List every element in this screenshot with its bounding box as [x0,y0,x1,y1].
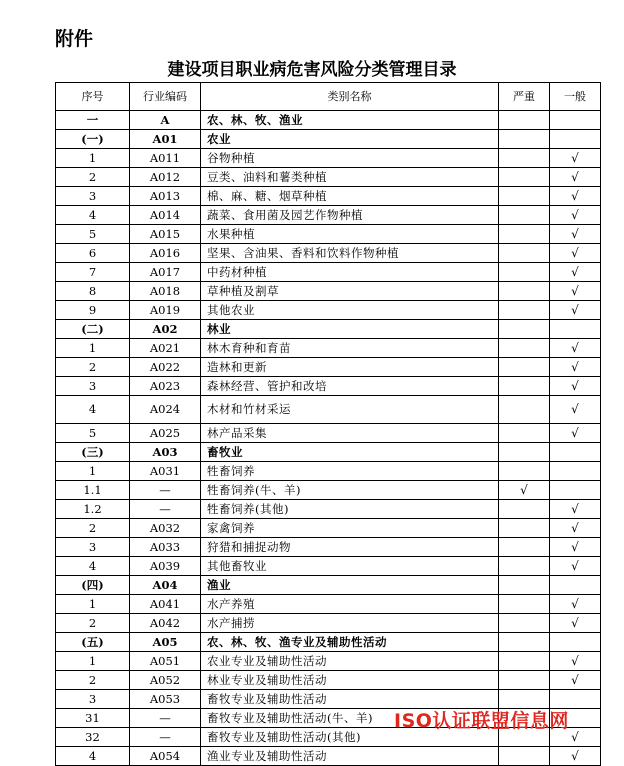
row-seq: (二) [56,320,130,339]
row-general [550,320,601,339]
row-severe [499,633,550,652]
row-seq: 6 [56,244,130,263]
row-name: 坚果、含油果、香料和饮料作物种植 [201,244,499,263]
row-seq: 3 [56,377,130,396]
row-name: 牲畜饲养(牛、羊) [201,481,499,500]
row-code: A024 [130,396,201,424]
row-name: 其他农业 [201,301,499,320]
row-name: 其他畜牧业 [201,557,499,576]
row-general [550,576,601,595]
row-general: √ [550,424,601,443]
row-seq: 1 [56,595,130,614]
row-code: A031 [130,462,201,481]
row-name: 造林和更新 [201,358,499,377]
row-code: A022 [130,358,201,377]
row-seq: 3 [56,690,130,709]
table-row [56,595,601,614]
row-severe [499,339,550,358]
row-general: √ [550,168,601,187]
row-code: — [130,709,201,728]
row-name: 水产养殖 [201,595,499,614]
table-row [56,187,601,206]
row-general [550,111,601,130]
row-name: 牲畜饲养 [201,462,499,481]
row-code: A021 [130,339,201,358]
row-general: √ [550,149,601,168]
row-seq: 1 [56,149,130,168]
row-name: 谷物种植 [201,149,499,168]
row-general: √ [550,187,601,206]
table-row [56,671,601,690]
row-code: A054 [130,747,201,766]
row-severe [499,424,550,443]
row-seq: 32 [56,728,130,747]
row-name: 渔业专业及辅助性活动 [201,747,499,766]
row-seq: 3 [56,538,130,557]
row-severe [499,576,550,595]
row-severe [499,225,550,244]
table-row [56,462,601,481]
header-general: 一般 [550,83,601,111]
row-general: √ [550,500,601,519]
table-row [56,538,601,557]
row-code: A041 [130,595,201,614]
row-severe [499,519,550,538]
row-code: A01 [130,130,201,149]
row-seq: (一) [56,130,130,149]
row-seq: 7 [56,263,130,282]
row-seq: 2 [56,671,130,690]
row-name: 畜牧业 [201,443,499,462]
row-severe [499,595,550,614]
row-severe [499,671,550,690]
row-name: 林木育种和育苗 [201,339,499,358]
row-seq: 1.2 [56,500,130,519]
row-seq: (五) [56,633,130,652]
row-seq: 9 [56,301,130,320]
row-seq: 1.1 [56,481,130,500]
row-severe [499,244,550,263]
table-body [56,111,601,766]
row-seq: 3 [56,187,130,206]
row-severe [499,320,550,339]
row-name: 水产捕捞 [201,614,499,633]
row-code: A016 [130,244,201,263]
row-code: A017 [130,263,201,282]
row-severe [499,500,550,519]
row-severe [499,443,550,462]
row-code: A012 [130,168,201,187]
table-row [56,500,601,519]
row-general: √ [550,728,601,747]
table-section-row [56,111,601,130]
row-seq: 2 [56,519,130,538]
row-code: A [130,111,201,130]
row-severe [499,614,550,633]
row-general: √ [550,614,601,633]
row-general: √ [550,377,601,396]
table-row [56,519,601,538]
header-code: 行业编码 [130,83,201,111]
row-code: A019 [130,301,201,320]
row-name: 牲畜饲养(其他) [201,500,499,519]
row-general: √ [550,538,601,557]
row-code: A023 [130,377,201,396]
row-general: √ [550,747,601,766]
row-severe [499,282,550,301]
row-name: 畜牧专业及辅助性活动(其他) [201,728,499,747]
row-seq: 2 [56,358,130,377]
row-general: √ [550,206,601,225]
row-code: A013 [130,187,201,206]
table-row [56,396,601,424]
row-code: — [130,500,201,519]
row-seq: 2 [56,168,130,187]
row-code: A014 [130,206,201,225]
header-severe: 严重 [499,83,550,111]
row-code: A053 [130,690,201,709]
row-code: — [130,728,201,747]
row-seq: 4 [56,396,130,424]
table-row [56,244,601,263]
table-row [56,358,601,377]
table-section-row [56,576,601,595]
row-name: 林业 [201,320,499,339]
row-general [550,633,601,652]
table-row [56,282,601,301]
row-name: 中药材种植 [201,263,499,282]
row-seq: 8 [56,282,130,301]
row-seq: 5 [56,424,130,443]
row-code: — [130,481,201,500]
row-seq: 一 [56,111,130,130]
table-row [56,206,601,225]
row-general: √ [550,595,601,614]
row-name: 豆类、油料和薯类种植 [201,168,499,187]
row-name: 农业 [201,130,499,149]
document-title: 建设项目职业病危害风险分类管理目录 [167,60,457,80]
row-name: 畜牧专业及辅助性活动 [201,690,499,709]
row-code: A051 [130,652,201,671]
row-code: A042 [130,614,201,633]
row-general: √ [550,301,601,320]
row-seq: (四) [56,576,130,595]
row-general: √ [550,282,601,301]
row-name: 棉、麻、糖、烟草种植 [201,187,499,206]
row-general: √ [550,557,601,576]
row-seq: 1 [56,652,130,671]
row-seq: 31 [56,709,130,728]
table-section-row [56,130,601,149]
row-name: 农、林、牧、渔业 [201,111,499,130]
row-general: √ [550,652,601,671]
row-name: 狩猎和捕捉动物 [201,538,499,557]
row-severe [499,557,550,576]
row-general: √ [550,263,601,282]
row-code: A025 [130,424,201,443]
row-code: A033 [130,538,201,557]
table-row [56,614,601,633]
watermark-text: ISO认证联盟信息网 [394,710,569,732]
row-general: √ [550,671,601,690]
row-name: 农业专业及辅助性活动 [201,652,499,671]
row-name: 农、林、牧、渔专业及辅助性活动 [201,633,499,652]
row-general [550,481,601,500]
row-seq: 4 [56,557,130,576]
row-name: 畜牧专业及辅助性活动(牛、羊) [201,709,499,728]
table-row [56,652,601,671]
row-code: A011 [130,149,201,168]
row-general [550,130,601,149]
table-row [56,339,601,358]
row-name: 木材和竹材采运 [201,396,499,424]
row-seq: (三) [56,443,130,462]
row-code: A03 [130,443,201,462]
row-severe [499,168,550,187]
row-code: A052 [130,671,201,690]
table-row [56,377,601,396]
header-seq: 序号 [56,83,130,111]
row-general: √ [550,225,601,244]
row-seq: 1 [56,462,130,481]
row-general: √ [550,358,601,377]
table-row [56,424,601,443]
row-general: √ [550,519,601,538]
row-seq: 2 [56,614,130,633]
row-name: 森林经营、管护和改培 [201,377,499,396]
header-name: 类别名称 [201,83,499,111]
table-section-row [56,443,601,462]
row-code: A04 [130,576,201,595]
row-code: A015 [130,225,201,244]
row-name: 渔业 [201,576,499,595]
table-section-row [56,320,601,339]
row-general [550,443,601,462]
row-general: √ [550,339,601,358]
row-general: √ [550,244,601,263]
row-general: √ [550,396,601,424]
table-header-row [56,83,601,111]
row-severe [499,187,550,206]
table-section-row [56,633,601,652]
table-row [56,747,601,766]
row-severe [499,111,550,130]
table-row [56,301,601,320]
row-severe [499,538,550,557]
row-severe: √ [499,481,550,500]
row-severe [499,747,550,766]
row-severe [499,130,550,149]
row-name: 蔬菜、食用菌及园艺作物种植 [201,206,499,225]
attachment-label: 附件 [55,28,94,50]
table-row [56,225,601,244]
table-row [56,557,601,576]
row-severe [499,462,550,481]
row-seq: 5 [56,225,130,244]
row-seq: 4 [56,747,130,766]
row-code: A02 [130,320,201,339]
row-severe [499,206,550,225]
row-seq: 1 [56,339,130,358]
row-code: A05 [130,633,201,652]
row-general [550,462,601,481]
row-name: 家禽饲养 [201,519,499,538]
row-severe [499,301,550,320]
row-code: A018 [130,282,201,301]
row-severe [499,358,550,377]
row-severe [499,149,550,168]
row-code: A039 [130,557,201,576]
row-severe [499,263,550,282]
table-row [56,481,601,500]
row-severe [499,396,550,424]
row-code: A032 [130,519,201,538]
row-severe [499,377,550,396]
row-name: 林产品采集 [201,424,499,443]
table-row [56,168,601,187]
row-seq: 4 [56,206,130,225]
table-row [56,149,601,168]
row-severe [499,652,550,671]
classification-table [55,82,601,766]
row-name: 草种植及割草 [201,282,499,301]
row-name: 林业专业及辅助性活动 [201,671,499,690]
table-row [56,263,601,282]
row-name: 水果种植 [201,225,499,244]
